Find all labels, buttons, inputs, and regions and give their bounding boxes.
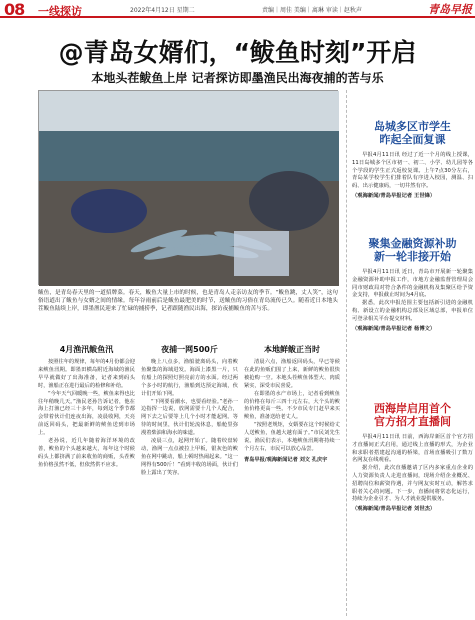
article-paragraph: 清晨六点，渔船返回码头，早已等候在此的鱼贩们围了上来，新鲜的鲅鱼很快被抢购一空。本地头茬鲅鱼体型大、肉质紧实，深受市民喜爱。: [244, 359, 340, 389]
fisherman-figure: [71, 189, 147, 233]
editor-credits: 责编｜周佳 美编｜离琳 审读｜赵秋声: [262, 7, 362, 14]
brief-news-2: [352, 237, 473, 395]
article-paragraph: 晚上八点多，渔船驶离码头，向着鲅鱼聚集的海域进发。海面上漆黑一片，只有船上的探照灯照亮前方的水面。经过两个多小时的航行，渔船到达预定海域，伙计们开始下网。: [141, 359, 238, 397]
section-subhead: 夜捕一网500斤: [161, 345, 218, 354]
brief-byline: （观海新闻/青岛早报记者 王世锋）: [352, 192, 436, 199]
column-divider: [346, 90, 347, 616]
brief-paragraph: 早报4月11日讯 经过了近一个月的线上授课，11日岛城多个区市初一、初二、小学、幼儿园等各个学段的学生正式返校复课。上午7点30分左右，青岛某学校学生们排着队有序进入校园，测温、扫码、出示健康码，一切井然有序。: [352, 152, 473, 190]
brief-title: 西海岸启用首个 官方招才直播间: [374, 402, 451, 428]
news-photo: [38, 90, 373, 285]
brief-paragraph: 早报4月11日讯 日前，西海岸新区首个官方招才直播间正式启用，通过线上直播的形式，为企业和求职者搭建起沟通的桥梁，首场直播吸引了数万名网友在线观看。: [352, 434, 473, 464]
article-paragraph: “按照老规矩，女婿要在这个时候给丈人送鲅鱼，鱼越大越有面子。”市民刘先生说。渔民们表示，本地鲅鱼汛期将持续一个月左右，市民可以放心品尝。: [244, 422, 340, 452]
article-paragraph: 凌晨三点，起网开始了。随着绞盘转动，渔网一点点被拉上甲板，银灰色的鲅鱼在网中跳动，船上顿时热闹起来。“这一网得有500斤！”看到丰收的场面，伙计们脸上露出了笑容。: [141, 438, 238, 476]
article-paragraph: “下网要看潮水，也要看经验。”老孙一边指挥一边说，放网需要十几个人配合，网下去之后要等上几个小时才能起网。等待的时间里，伙计们轮流休息，船舱里弥漫着柴油和海水的味道。: [141, 398, 238, 437]
fish-crate: [234, 231, 289, 276]
section-name: 一线探访: [38, 5, 82, 18]
section-subhead: 4月渔汛鲅鱼汛: [59, 345, 114, 354]
article-paragraph: 老孙说，近几年随着海洋环境的改善，鲅鱼的个头越来越大，每年这个时候码头上都挤满了前来收鱼的商贩，头茬鲅鱼价格虽然不低，但依然供不应求。: [38, 438, 135, 468]
brief-byline: （观海新闻/青岛早报记者 刘世杰）: [352, 506, 436, 513]
brief-news-1: [352, 120, 473, 230]
brief-paragraph: 据介绍，此次直播邀请了区内多家重点企业的人力资源负责人走进直播间，现场介绍企业概况、招聘岗位和薪资待遇，并与网友实时互动，解答求职者关心的问题。下一步，直播间将常态化运行，持续为企业引才、为人才就业提供服务。: [352, 465, 473, 503]
article-paragraph: 按照往年的规律，每年的4月份都会迎来鲅鱼汛期。即墨田横岛附近海域的渔民早早就做好了出海准备，记者来到码头时，渔船正在进行最后的检修和补给。: [38, 359, 135, 389]
article-column-2: [141, 340, 238, 616]
fisherman-figure: [249, 171, 329, 231]
article-column-3: [244, 340, 340, 616]
brief-paragraph: 早报4月11日讯 近日，青岛市开展新一轮聚集金融资源补助申报工作，市地方金融监督管理局会同市财政局对符合条件的金融机构及集聚区给予资金支持，申报截止时间为4月底。: [352, 269, 473, 299]
article-paragraph: 在即墨的水产市场上，记者看到鲅鱼的价格在每斤三四十元左右，大个头的鲅鱼价格更高一些。不少市民专门赶早来买鲅鱼，准备送给老丈人。: [244, 390, 340, 421]
article-byline: 青岛早报/观海新闻记者 刘文 孔庆宇: [244, 456, 328, 463]
page-number: 08: [4, 0, 25, 19]
section-subhead: 本地鲜鲅正当时: [264, 345, 320, 354]
article-paragraph: “今年天气回暖晚一些，鲅鱼来得也比往年稍晚几天。”渔民老孙告诉记者，他在海上打渔已经三十多年，每到这个季节都会带着伙计们连夜出海，凌晨收网，天亮前返回码头，把最新鲜的鲅鱼送到市场上。: [38, 390, 135, 437]
brief-title: 聚集金融资源补助 新一轮非接开始: [368, 237, 457, 263]
brief-paragraph: 据悉，此次申报范围主要包括新引进的金融机构、新设立的金融机构总部及区域总部，申报单位可登录相关平台提交材料。: [352, 300, 473, 322]
lead-paragraph: 鲅鱼，是青岛春天里的一道招牌菜。春天，鲅鱼大量上市的时候，也是青岛人走亲访友的季节。“鲅鱼跳，丈人笑”，这句俗语道出了鲅鱼与女婿之间的情缘。每年谷雨前后是鲅鱼最肥美的时节，送鲅鱼的习俗在青岛流传已久。随着近日本地头茬鲅鱼陆续上岸，即墨渔民迎来了忙碌的捕捞季，记者跟随渔民出海，探访夜捕鲅鱼的苦与乐。: [38, 290, 338, 312]
subheadline: 本地头茬鲅鱼上岸 记者探访即墨渔民出海夜捕的苦与乐: [91, 71, 384, 85]
masthead: [0, 0, 475, 18]
issue-date: 2022年4月12日 星期二: [130, 7, 195, 14]
brief-byline: （观海新闻/青岛早报记者 杨博文）: [352, 325, 436, 332]
article-column-1: [38, 340, 135, 616]
brief-title: 岛城多区市学生 昨起全面复课: [374, 120, 451, 146]
photo-caption: 记者 刘文 孔庆宇 摄: [367, 187, 373, 232]
left-margin-strip: [0, 90, 30, 616]
newspaper-logo: 青岛早报: [428, 3, 472, 16]
brief-news-3: [352, 402, 473, 616]
headline: @青岛女婿们，“鲅鱼时刻”开启: [58, 38, 417, 67]
